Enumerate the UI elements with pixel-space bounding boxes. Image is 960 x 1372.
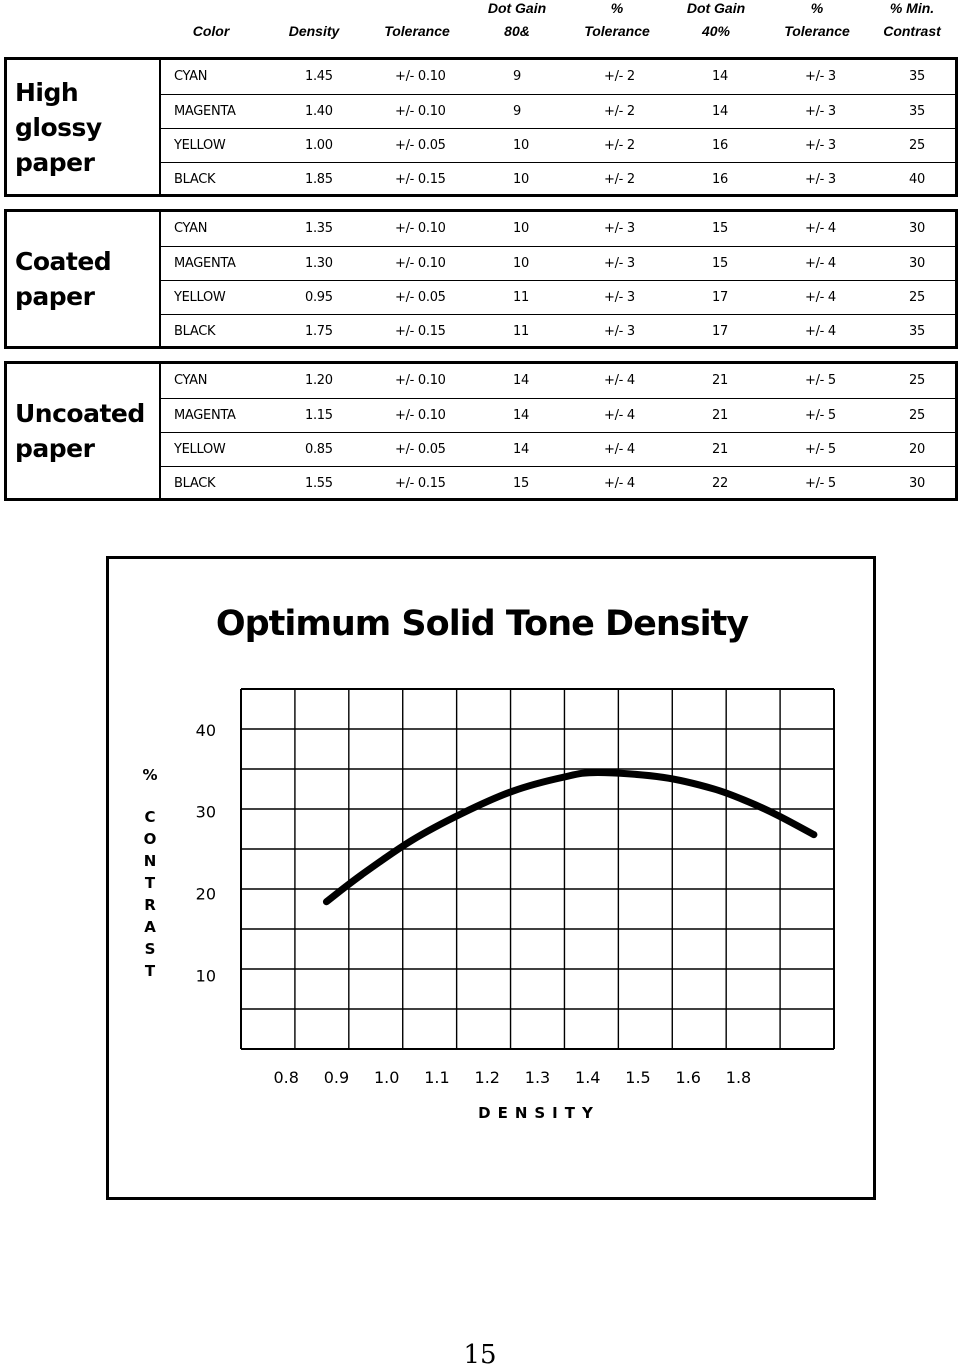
x-tick-label: 1.4	[575, 1068, 601, 1087]
table-cell: YELLOW	[174, 138, 226, 153]
table-cell: +/- 3	[805, 172, 836, 187]
table-cell: +/- 2	[604, 104, 635, 119]
table-cell: 35	[909, 69, 925, 84]
x-tick-label: 1.0	[374, 1068, 400, 1087]
table-cell: 1.55	[305, 476, 333, 491]
y-tick-label: 30	[195, 802, 216, 822]
table-cell: YELLOW	[174, 442, 226, 457]
table-cell: +/- 3	[604, 290, 635, 305]
x-tick-label: 1.6	[675, 1068, 701, 1087]
contrast-curve	[326, 772, 813, 901]
table-cell: BLACK	[174, 172, 216, 187]
table-cell: 16	[712, 138, 728, 153]
table-cell: +/- 0.05	[395, 290, 446, 305]
table-cell: 22	[712, 476, 728, 491]
table-cell: 1.35	[305, 221, 333, 236]
table-cell: +/- 4	[805, 290, 836, 305]
table-cell: +/- 3	[805, 138, 836, 153]
table-cell: +/- 3	[805, 69, 836, 84]
table-cell: 15	[712, 256, 728, 271]
table-cell: 10	[513, 256, 529, 271]
table-cell: +/- 4	[805, 221, 836, 236]
table-cell: MAGENTA	[174, 408, 236, 423]
table-cell: 11	[513, 290, 529, 305]
table-cell: 14	[513, 373, 529, 388]
table-cell: 9	[513, 69, 521, 84]
table-cell: +/- 0.05	[395, 138, 446, 153]
table-cell: +/- 0.15	[395, 476, 446, 491]
table-cell: +/- 0.10	[395, 408, 446, 423]
column-header-top: %	[810, 0, 824, 16]
table-cell: 25	[909, 138, 925, 153]
table-cell: +/- 0.15	[395, 172, 446, 187]
table-cell: 20	[909, 442, 925, 457]
table-cell: 1.85	[305, 172, 333, 187]
table-cell: +/- 0.10	[395, 256, 446, 271]
table-cell: 21	[712, 442, 728, 457]
column-header-bottom: Tolerance	[584, 23, 650, 39]
x-tick-label: 1.3	[524, 1068, 551, 1087]
table-cell: +/- 3	[604, 221, 635, 236]
table-cell: 30	[909, 256, 925, 271]
table-cell: 1.00	[305, 138, 333, 153]
table-cell: 11	[513, 324, 529, 339]
group-label: Uncoated paper	[15, 399, 145, 463]
table-cell: 17	[712, 290, 728, 305]
column-header-bottom: 40%	[701, 23, 731, 39]
y-axis-label: % C O N T R A S T	[142, 766, 158, 980]
table-cell: 21	[712, 373, 728, 388]
table-cell: 17	[712, 324, 728, 339]
table-cell: 1.20	[305, 373, 333, 388]
table-cell: +/- 2	[604, 172, 635, 187]
table-cell: +/- 3	[805, 104, 836, 119]
table-cell: +/- 4	[604, 373, 635, 388]
table-cell: +/- 0.10	[395, 221, 446, 236]
table-cell: +/- 4	[604, 408, 635, 423]
table-cell: MAGENTA	[174, 256, 236, 271]
table-cell: +/- 0.05	[395, 442, 446, 457]
x-tick-label: 1.5	[625, 1068, 651, 1087]
table-cell: +/- 4	[805, 324, 836, 339]
table-cell: 16	[712, 172, 728, 187]
table-cell: 1.30	[305, 256, 333, 271]
table-cell: +/- 4	[604, 442, 635, 457]
table-cell: +/- 0.10	[395, 69, 446, 84]
table-cell: +/- 2	[604, 138, 635, 153]
table-cell: 1.75	[305, 324, 333, 339]
column-header-top: Dot Gain	[487, 0, 547, 16]
y-tick-label: 40	[195, 720, 216, 740]
table-cell: +/- 0.10	[395, 104, 446, 119]
table-cell: YELLOW	[174, 290, 226, 305]
table-cell: +/- 4	[805, 256, 836, 271]
column-header-bottom: Tolerance	[784, 23, 850, 39]
column-header-bottom: Contrast	[883, 23, 941, 39]
table-cell: 10	[513, 138, 529, 153]
table-cell: 10	[513, 221, 529, 236]
table-cell: 1.45	[305, 69, 333, 84]
table-cell: +/- 5	[805, 442, 836, 457]
table-cell: 0.95	[305, 290, 333, 305]
table-cell: 14	[513, 408, 529, 423]
table-cell: 35	[909, 104, 925, 119]
table-cell: +/- 0.15	[395, 324, 446, 339]
table-cell: 15	[513, 476, 529, 491]
table-cell: 25	[909, 373, 925, 388]
table-cell: 30	[909, 476, 925, 491]
y-tick-label: 20	[195, 884, 216, 904]
x-tick-label: 1.8	[725, 1068, 752, 1087]
table-cell: 14	[712, 69, 728, 84]
y-tick-label: 10	[195, 966, 216, 986]
table-cell: +/- 3	[604, 256, 635, 271]
x-tick-label: 0.8	[273, 1068, 299, 1087]
table-cell: 30	[909, 221, 925, 236]
table-cell: 15	[712, 221, 728, 236]
column-header-bottom: 80&	[504, 23, 530, 39]
group-label: High glossy paper	[15, 77, 102, 177]
x-tick-label: 0.9	[323, 1068, 350, 1087]
table-cell: 1.15	[305, 408, 333, 423]
group-label: Coated paper	[15, 247, 112, 311]
column-header-top: Dot Gain	[686, 0, 746, 16]
table-cell: 40	[909, 172, 925, 187]
column-header-bottom: Tolerance	[384, 23, 450, 39]
table-cell: MAGENTA	[174, 104, 236, 119]
column-header-bottom: Color	[192, 23, 230, 39]
column-header-top: % Min.	[889, 0, 935, 16]
column-header-bottom: Density	[288, 23, 340, 39]
table-cell: CYAN	[174, 69, 208, 84]
table-cell: +/- 4	[604, 476, 635, 491]
table-cell: 14	[513, 442, 529, 457]
table-cell: 9	[513, 104, 521, 119]
table-cell: 25	[909, 290, 925, 305]
table-cell: 25	[909, 408, 925, 423]
page-number: 15	[463, 1340, 497, 1370]
x-tick-label: 1.1	[424, 1068, 450, 1087]
table-cell: BLACK	[174, 476, 216, 491]
chart-title: Optimum Solid Tone Density	[215, 604, 749, 644]
table-cell: +/- 3	[604, 324, 635, 339]
table-cell: 1.40	[305, 104, 333, 119]
column-header-top: %	[610, 0, 624, 16]
x-tick-label: 1.2	[474, 1068, 500, 1087]
table-cell: 0.85	[305, 442, 333, 457]
table-cell: +/- 5	[805, 476, 836, 491]
table-cell: +/- 5	[805, 373, 836, 388]
table-cell: CYAN	[174, 373, 208, 388]
table-cell: +/- 5	[805, 408, 836, 423]
table-cell: BLACK	[174, 324, 216, 339]
table-cell: +/- 2	[604, 69, 635, 84]
table-cell: 35	[909, 324, 925, 339]
table-cell: 14	[712, 104, 728, 119]
table-cell: +/- 0.10	[395, 373, 446, 388]
table-cell: 21	[712, 408, 728, 423]
table-cell: 10	[513, 172, 529, 187]
x-axis-label: DENSITY	[478, 1104, 600, 1122]
table-cell: CYAN	[174, 221, 208, 236]
